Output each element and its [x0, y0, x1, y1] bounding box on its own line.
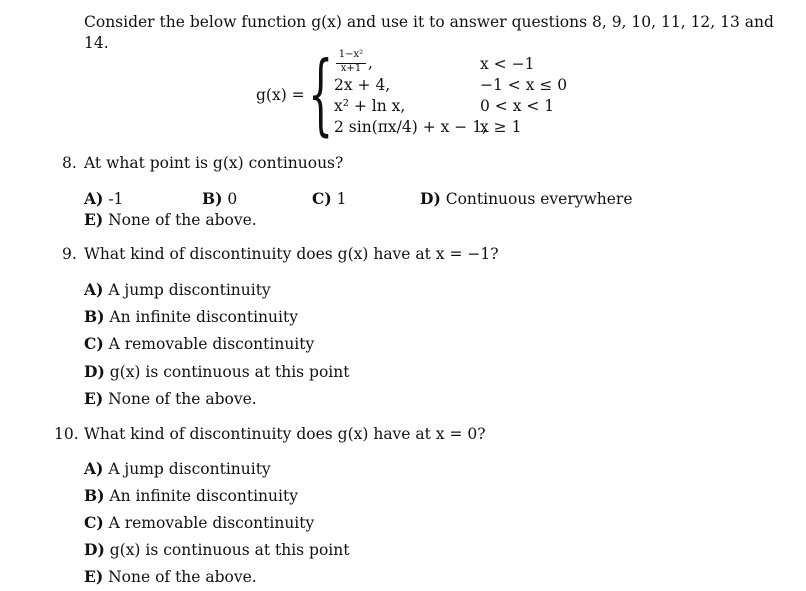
case-1-denominator: x+1: [340, 63, 362, 74]
option-d[interactable]: D) g(x) is continuous at this point: [84, 362, 350, 381]
option-e[interactable]: E) None of the above.: [84, 567, 257, 586]
case-4-condition: x ≥ 1: [480, 118, 522, 136]
intro-line-1: Consider the below function g(x) and use it to answer questions 8, 9, 10, 11, 12, 13 and: [84, 13, 774, 31]
option-c[interactable]: C) A removable discontinuity: [84, 513, 315, 532]
question-number: 9.: [62, 245, 77, 263]
option-b[interactable]: B) An infinite discontinuity: [84, 307, 298, 326]
option-d[interactable]: D) Continuous everywhere: [420, 189, 633, 208]
case-4-expression: 2 sin(πx/4) + x − 1,: [334, 118, 488, 136]
case-2-condition: −1 < x ≤ 0: [480, 76, 568, 94]
option-d[interactable]: D) g(x) is continuous at this point: [84, 540, 350, 559]
option-e[interactable]: E) None of the above.: [84, 210, 257, 229]
question-number: 10.: [54, 425, 79, 443]
question-text: What kind of discontinuity does g(x) have at x = −1?: [84, 245, 499, 263]
option-a[interactable]: A) A jump discontinuity: [84, 459, 271, 478]
case-1-suffix: ,: [368, 54, 373, 72]
option-b[interactable]: B) 0: [202, 189, 238, 208]
case-1-numerator: 1−x²: [338, 49, 364, 60]
option-e[interactable]: E) None of the above.: [84, 389, 257, 408]
option-b[interactable]: B) An infinite discontinuity: [84, 486, 298, 505]
case-3-condition: 0 < x < 1: [480, 97, 555, 115]
question-number: 8.: [62, 154, 77, 172]
case-2-expression: 2x + 4,: [334, 76, 391, 94]
question-text: At what point is g(x) continuous?: [84, 154, 344, 172]
option-c[interactable]: C) A removable discontinuity: [84, 334, 315, 353]
option-a[interactable]: A) A jump discontinuity: [84, 280, 271, 299]
case-3-expression: x² + ln x,: [334, 97, 406, 115]
case-1-condition: x < −1: [480, 55, 535, 73]
intro-line-2: 14.: [84, 34, 109, 52]
function-lhs: g(x) =: [256, 86, 305, 104]
option-a[interactable]: A) -1: [84, 189, 124, 208]
option-c[interactable]: C) 1: [312, 189, 347, 208]
question-text: What kind of discontinuity does g(x) have at x = 0?: [84, 425, 486, 443]
left-brace: {: [308, 42, 334, 145]
